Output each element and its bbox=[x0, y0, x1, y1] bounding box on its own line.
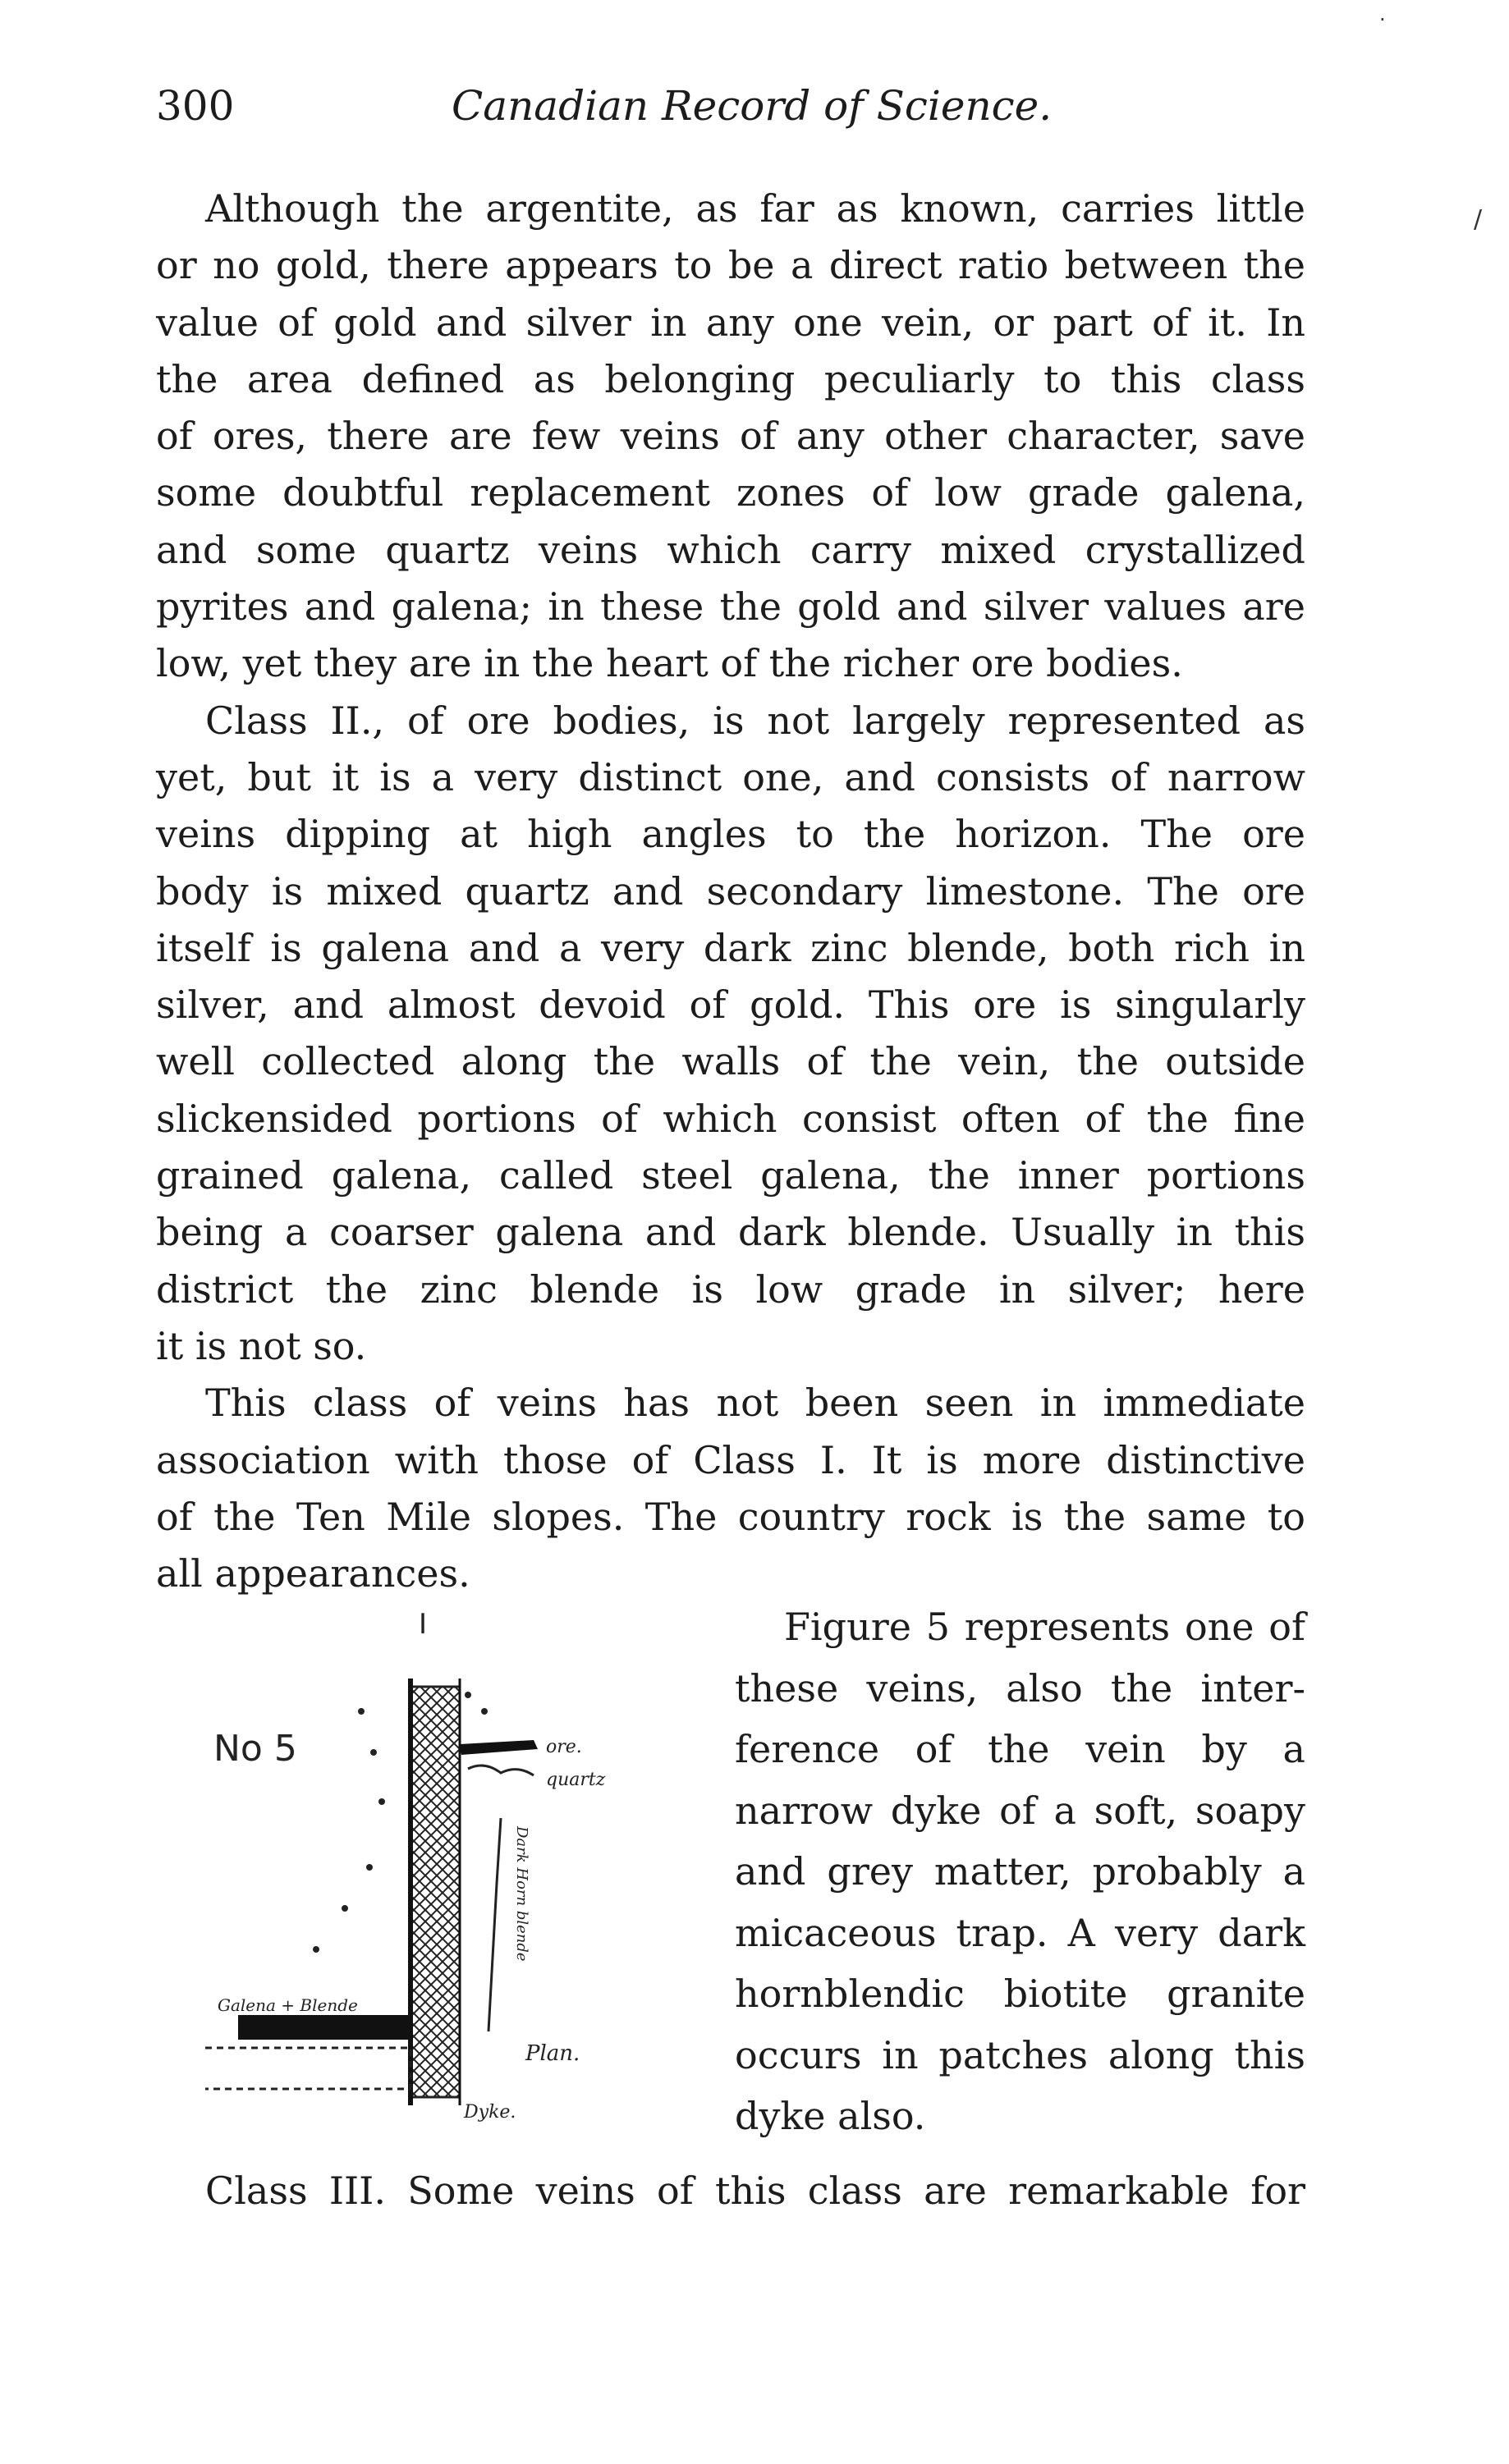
text-line: pyrites and galena; in these the gold and silver values are bbox=[156, 584, 1305, 630]
hornblende-line bbox=[488, 1818, 501, 2031]
text-line: well collected along the walls of the vein, the outside bbox=[156, 1039, 1305, 1084]
text-line: occurs in patches along this bbox=[735, 2032, 1305, 2077]
text-line: association with those of Class I. It is more distinctive bbox=[156, 1437, 1305, 1482]
text-line: low, yet they are in the heart of the richer ore bodies. bbox=[156, 641, 1183, 686]
ore-streak bbox=[460, 1740, 538, 1755]
granite-speck bbox=[481, 1708, 488, 1715]
granite-speck bbox=[313, 1946, 319, 1953]
plan-label: Plan. bbox=[525, 2041, 580, 2066]
text-line: hornblendic biotite granite bbox=[735, 1972, 1305, 2016]
text-line: grained galena, called steel galena, the inner portions bbox=[156, 1153, 1305, 1198]
text-line: the area defined as belonging peculiarly to this class bbox=[156, 356, 1305, 401]
text-line: itself is galena and a very dark zinc blende, both rich in bbox=[156, 925, 1305, 970]
dyke-band bbox=[238, 2015, 412, 2040]
text-line: value of gold and silver in any one vein, or part of it. In bbox=[156, 300, 1305, 345]
text-line: slickensided portions of which consist often of the fine bbox=[156, 1096, 1305, 1141]
text-line: body is mixed quartz and secondary limestone. The ore bbox=[156, 868, 1305, 914]
text-line: This class of veins has not been seen in immediate bbox=[205, 1381, 1305, 1426]
granite-speck bbox=[342, 1905, 348, 1912]
text-line: narrow dyke of a soft, soapy bbox=[735, 1788, 1305, 1833]
page-number: 300 bbox=[156, 82, 235, 130]
text-line: and some quartz veins which carry mixed crystallized bbox=[156, 527, 1305, 572]
figure-5-vein-sketch bbox=[172, 1588, 722, 2122]
granite-speck bbox=[370, 1749, 377, 1756]
text-line: all appearances. bbox=[156, 1551, 470, 1596]
vein-band bbox=[411, 1687, 460, 2097]
text-line: ference of the vein by a bbox=[735, 1727, 1305, 1771]
text-line: Class III. Some veins of this class are remarkable for bbox=[205, 2169, 1305, 2213]
figure-side-text bbox=[735, 1596, 1305, 2147]
granite-speck bbox=[378, 1798, 385, 1805]
running-title: Canadian Record of Science. bbox=[452, 82, 1053, 130]
dyke-label: Dyke. bbox=[464, 2102, 516, 2122]
text-line: Class II., of ore bodies, is not largely represented as bbox=[205, 698, 1305, 743]
page-header bbox=[156, 82, 1305, 148]
text-line: silver, and almost devoid of gold. This ore is singularly bbox=[156, 982, 1305, 1028]
text-line: it is not so. bbox=[156, 1323, 367, 1368]
text-line: dyke also. bbox=[735, 2094, 926, 2138]
figure-number-label: No 5 bbox=[213, 1728, 297, 1770]
dyke-lower bbox=[205, 2048, 411, 2089]
text-line: micaceous trap. A very dark bbox=[735, 1910, 1305, 1955]
margin-mark: / bbox=[1474, 205, 1483, 234]
text-line: district the zinc blende is low grade in silver; here bbox=[156, 1266, 1305, 1312]
quartz-zone bbox=[468, 1766, 534, 1775]
text-line: being a coarser galena and dark blende. Usually in this bbox=[156, 1210, 1305, 1255]
ore-label: ore. bbox=[546, 1737, 582, 1757]
text-line: of ores, there are few veins of any other character, save bbox=[156, 414, 1305, 459]
dark-hornblende-label: Dark Horn blende bbox=[513, 1826, 530, 1962]
text-line: these veins, also the inter- bbox=[735, 1665, 1305, 1711]
text-line: veins dipping at high angles to the horizon. The ore bbox=[156, 812, 1305, 857]
quartz-label: quartz bbox=[546, 1770, 606, 1790]
margin-dot: · bbox=[1379, 8, 1386, 31]
text-line: Figure 5 represents one of bbox=[784, 1605, 1305, 1649]
text-line: or no gold, there appears to be a direct ratio between the bbox=[156, 243, 1305, 288]
galena-blende-label: Galena + Blende bbox=[218, 1995, 358, 2015]
text-line: yet, but it is a very distinct one, and consists of narrow bbox=[156, 754, 1305, 799]
figure-top-marker: I bbox=[419, 1608, 428, 1641]
text-line: of the Ten Mile slopes. The country rock is the same to bbox=[156, 1494, 1305, 1539]
granite-speck bbox=[358, 1708, 365, 1715]
granite-speck bbox=[366, 1864, 373, 1871]
final-paragraph bbox=[156, 2163, 1305, 2219]
text-line: some doubtful replacement zones of low grade galena, bbox=[156, 470, 1305, 515]
text-line: and grey matter, probably a bbox=[735, 1849, 1305, 1894]
text-line: Although the argentite, as far as known, carries little bbox=[205, 186, 1305, 231]
granite-speck bbox=[465, 1692, 471, 1698]
body-text bbox=[156, 181, 1305, 1602]
